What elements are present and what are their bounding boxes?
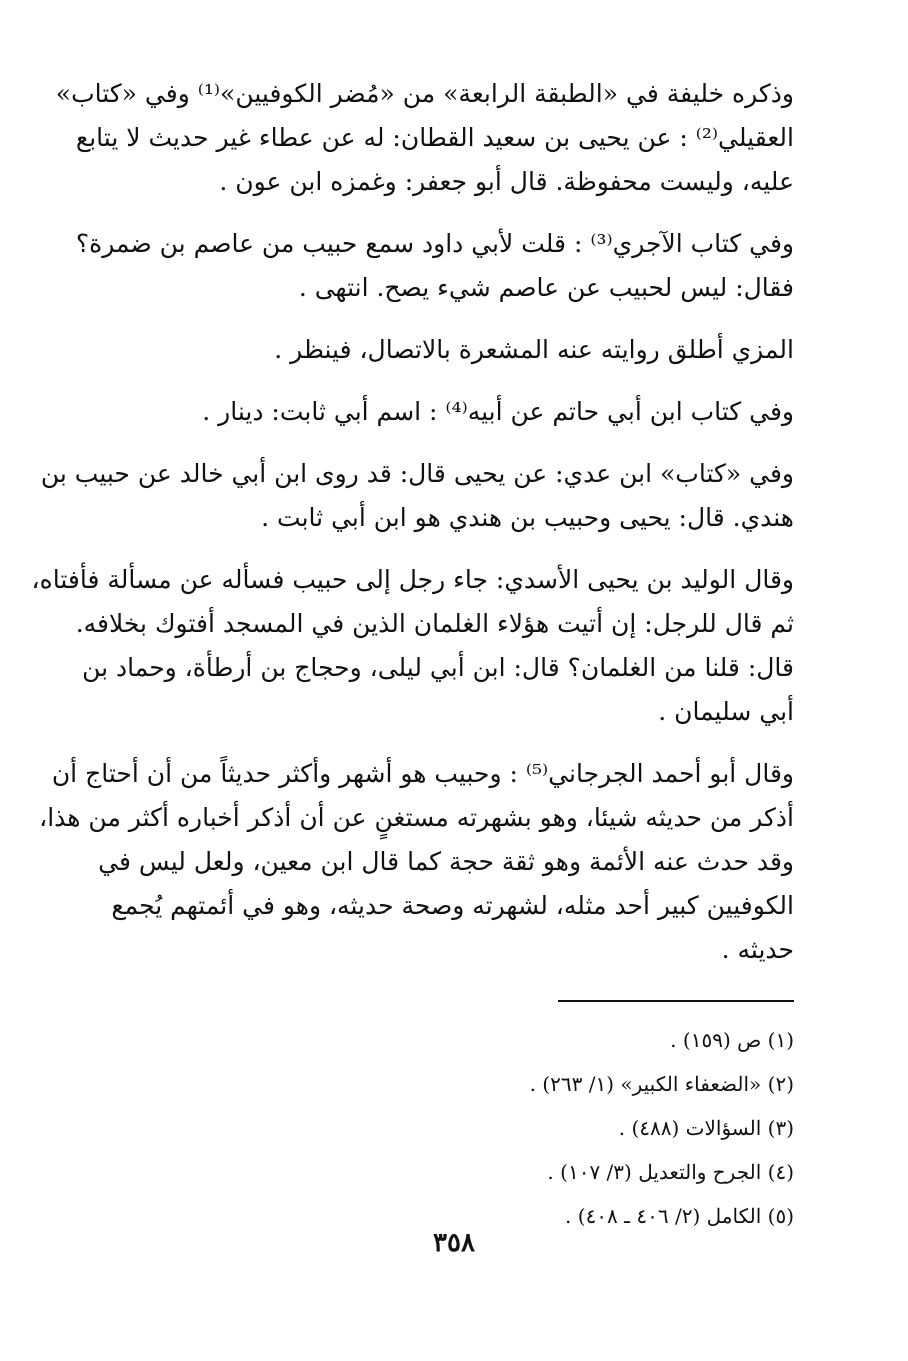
- text-line: الكوفيين كبير أحد مثله، لشهرته وصحة حديثه، وهو في أئمتهم يُجمع: [111, 891, 794, 920]
- footnote: (٢) «الضعفاء الكبير» (١/ ٢٦٣) .: [529, 1072, 794, 1096]
- footnote: (٣) السؤالات (٤٨٨) .: [618, 1116, 794, 1140]
- text-line: هندي. قال: يحيى وحبيب بن هندي هو ابن أبي ثابت .: [261, 503, 794, 532]
- paragraph: [90, 328, 794, 372]
- paragraph: [55, 72, 794, 204]
- text-line: أذكر من حديثه شيئا، وهو بشهرته مستغنٍ عن أن أذكر أخباره أكثر من هذا،: [39, 803, 794, 832]
- text-line: عليه، وليست محفوظة. قال أبو جعفر: وغمزه ابن عون .: [219, 167, 794, 196]
- text-line: وقال الوليد بن يحيى الأسدي: جاء رجل إلى حبيب فسأله عن مسألة فأفتاه،: [31, 565, 794, 594]
- text-line: أبي سليمان .: [658, 697, 794, 726]
- text-line: فقال: ليس لحبيب عن عاصم شيء يصح. انتهى .: [298, 273, 794, 302]
- text-line: وفي كتاب الآجري⁽³⁾ : قلت لأبي داود سمع حبيب من عاصم بن ضمرة؟: [75, 229, 794, 258]
- footnote-separator: [558, 1000, 794, 1002]
- page-body: [31, 72, 794, 1238]
- text-line: العقيلي⁽²⁾ : عن يحيى بن سعيد القطان: له عن عطاء غير حديث لا يتابع: [75, 123, 794, 152]
- text-line: وفي كتاب ابن أبي حاتم عن أبيه⁽⁴⁾ : اسم أبي ثابت: دينار .: [202, 397, 794, 426]
- text-line: وقال أبو أحمد الجرجاني⁽⁵⁾ : وحبيب هو أشهر وأكثر حديثاً من أن أحتاج أن: [51, 759, 794, 788]
- paragraph: [39, 752, 794, 972]
- text-line: المزي أطلق روايته عنه المشعرة بالاتصال، فينظر .: [274, 335, 794, 364]
- paragraph: [75, 222, 794, 310]
- paragraph: [40, 452, 794, 540]
- paragraph: [90, 390, 794, 434]
- text-line: قال: قلنا من الغلمان؟ قال: ابن أبي ليلى، وحجاج بن أرطأة، وحماد بن: [82, 653, 794, 682]
- footnote: (٥) الكامل (٢/ ٤٠٦ ـ ٤٠٨) .: [565, 1204, 794, 1228]
- text-line: وقد حدث عنه الأئمة وهو ثقة حجة كما قال ابن معين، ولعل ليس في: [98, 847, 794, 876]
- footnote: (٤) الجرح والتعديل (٣/ ١٠٧) .: [547, 1160, 794, 1184]
- footnote: (١) ص (١٥٩) .: [670, 1028, 794, 1052]
- main-text: [31, 72, 794, 972]
- text-line: وذكره خليفة في «الطبقة الرابعة» من «مُضر الكوفيين»⁽¹⁾ وفي «كتاب»: [55, 79, 794, 108]
- text-line: ثم قال للرجل: إن أتيت هؤلاء الغلمان الذين في المسجد أفتوك بخلافه.: [75, 609, 794, 638]
- page-number: ٣٥٨: [433, 1228, 475, 1258]
- text-line: وفي «كتاب» ابن عدي: عن يحيى قال: قد روى ابن أبي خالد عن حبيب بن: [40, 459, 794, 488]
- paragraph: [31, 558, 794, 734]
- footnotes: [90, 1018, 794, 1238]
- text-line: حديثه .: [721, 935, 794, 964]
